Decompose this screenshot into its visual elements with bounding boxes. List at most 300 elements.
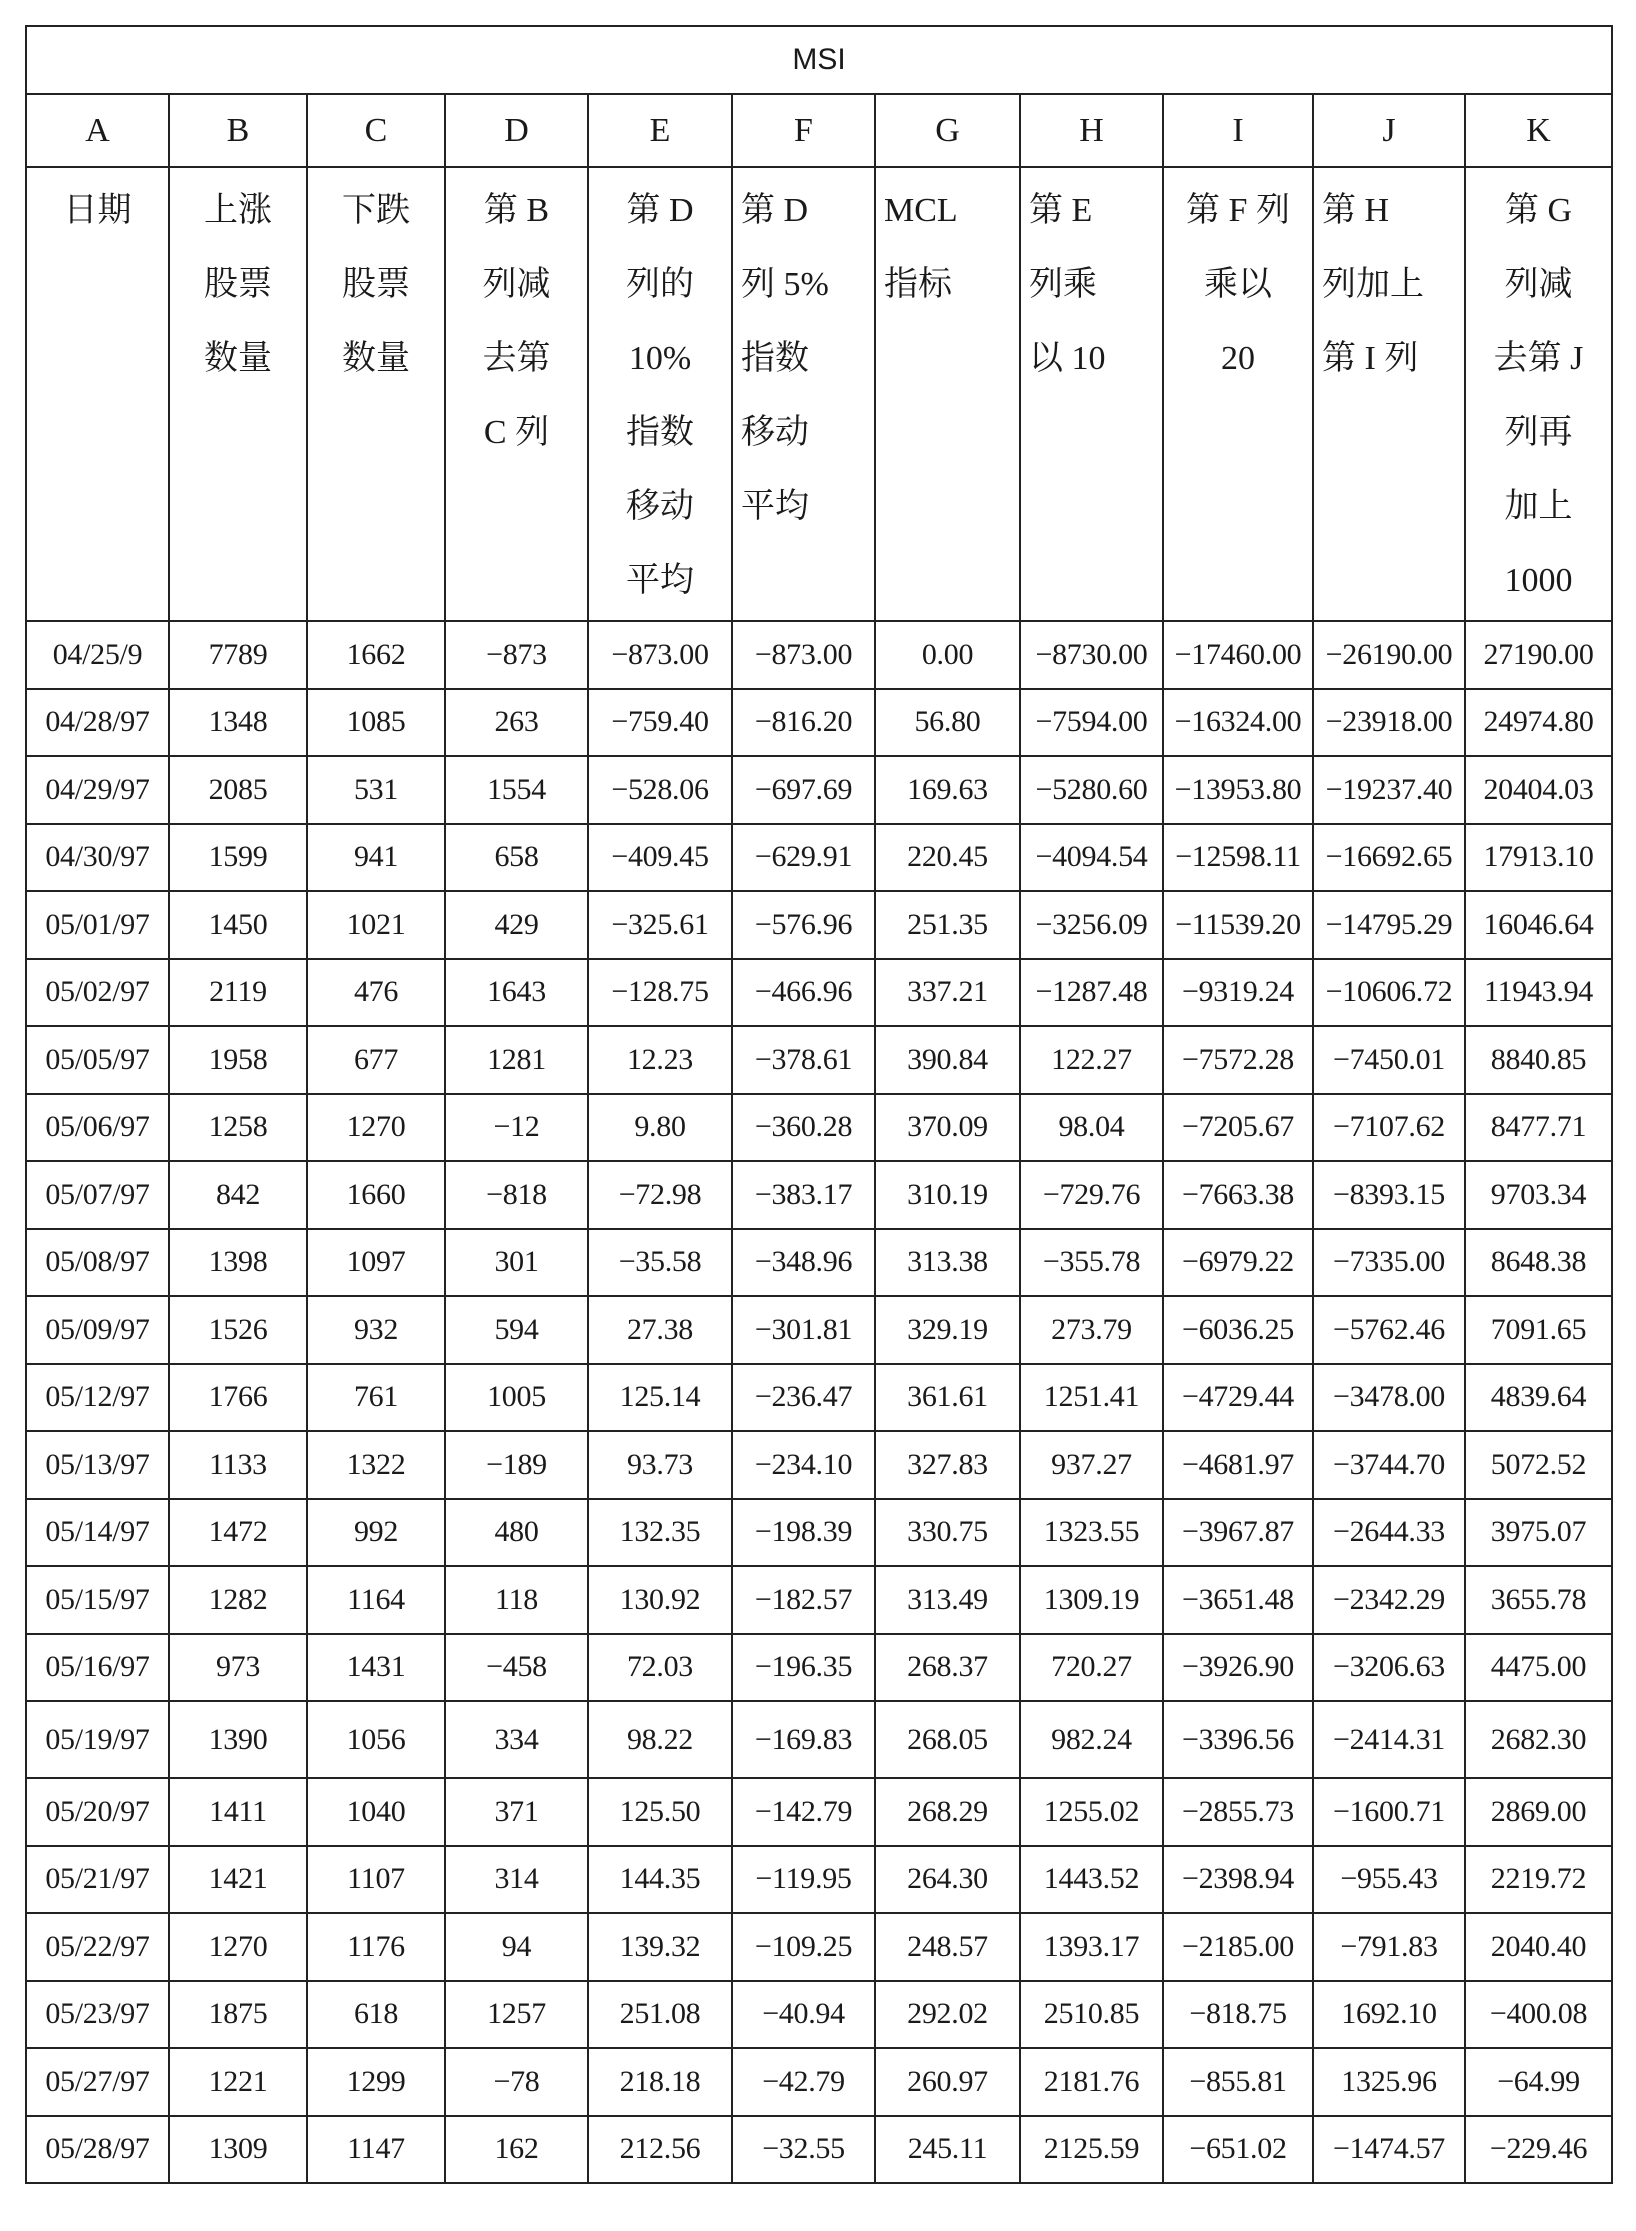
table-cell: 390.84 (875, 1026, 1020, 1094)
table-cell: 429 (445, 891, 588, 959)
table-cell: −189 (445, 1431, 588, 1499)
table-row (26, 1846, 1612, 1914)
table-cell: 2040.40 (1465, 1913, 1612, 1981)
table-cell: 27190.00 (1465, 621, 1612, 689)
table-cell: 1325.96 (1313, 2048, 1465, 2116)
table-cell: 1660 (307, 1161, 445, 1229)
table-cell: 05/08/97 (26, 1229, 169, 1297)
table-row (26, 1913, 1612, 1981)
table-cell: 1258 (169, 1094, 307, 1162)
table-cell: −378.61 (732, 1026, 875, 1094)
table-row (26, 824, 1612, 892)
table-cell: 310.19 (875, 1161, 1020, 1229)
table-cell: −142.79 (732, 1778, 875, 1846)
table-cell: 05/12/97 (26, 1364, 169, 1432)
table-cell: −301.81 (732, 1296, 875, 1364)
table-cell: 05/06/97 (26, 1094, 169, 1162)
table-cell: 761 (307, 1364, 445, 1432)
column-letter-row (26, 94, 1612, 167)
table-cell: 937.27 (1020, 1431, 1163, 1499)
table-cell: 1270 (307, 1094, 445, 1162)
table-cell: 1107 (307, 1846, 445, 1914)
table-cell: 264.30 (875, 1846, 1020, 1914)
table-cell: 2085 (169, 756, 307, 824)
table-cell: 677 (307, 1026, 445, 1094)
table-cell: −3651.48 (1163, 1566, 1313, 1634)
table-row (26, 689, 1612, 757)
table-cell: 720.27 (1020, 1634, 1163, 1702)
table-cell: 5072.52 (1465, 1431, 1612, 1499)
table-cell: 1643 (445, 959, 588, 1027)
table-cell: −528.06 (588, 756, 732, 824)
table-row (26, 1026, 1612, 1094)
table-cell: 2682.30 (1465, 1701, 1612, 1778)
column-letter: I (1163, 94, 1313, 167)
table-cell: −4729.44 (1163, 1364, 1313, 1432)
table-cell: −2855.73 (1163, 1778, 1313, 1846)
table-cell: 268.37 (875, 1634, 1020, 1702)
table-cell: 263 (445, 689, 588, 757)
table-cell: 04/28/97 (26, 689, 169, 757)
table-cell: 72.03 (588, 1634, 732, 1702)
column-description (732, 167, 875, 621)
column-description-text: 第 F 列 乘以 20 (1186, 192, 1290, 377)
table-cell: −1600.71 (1313, 1778, 1465, 1846)
table-cell: −2414.31 (1313, 1701, 1465, 1778)
table-cell: −348.96 (732, 1229, 875, 1297)
table-cell: −3926.90 (1163, 1634, 1313, 1702)
table-cell: 1005 (445, 1364, 588, 1432)
table-cell: −818.75 (1163, 1981, 1313, 2049)
table-cell: 251.35 (875, 891, 1020, 959)
column-letter: K (1465, 94, 1612, 167)
table-cell: 1097 (307, 1229, 445, 1297)
table-cell: −10606.72 (1313, 959, 1465, 1027)
table-row (26, 756, 1612, 824)
table-cell: −8730.00 (1020, 621, 1163, 689)
column-description-text: 第 H 列加上 第 I 列 (1322, 192, 1424, 377)
table-cell: 658 (445, 824, 588, 892)
column-letter: C (307, 94, 445, 167)
table-cell: −128.75 (588, 959, 732, 1027)
column-description (588, 167, 732, 621)
table-cell: 1255.02 (1020, 1778, 1163, 1846)
table-cell: 98.22 (588, 1701, 732, 1778)
table-cell: −2185.00 (1163, 1913, 1313, 1981)
table-cell: 1309.19 (1020, 1566, 1163, 1634)
table-cell: 1176 (307, 1913, 445, 1981)
column-letter: A (26, 94, 169, 167)
table-cell: −64.99 (1465, 2048, 1612, 2116)
table-cell: −5280.60 (1020, 756, 1163, 824)
table-cell: −1287.48 (1020, 959, 1163, 1027)
table-row (26, 1499, 1612, 1567)
table-row (26, 1431, 1612, 1499)
table-cell: 1282 (169, 1566, 307, 1634)
table-cell: 122.27 (1020, 1026, 1163, 1094)
table-cell: −3396.56 (1163, 1701, 1313, 1778)
table-cell: −182.57 (732, 1566, 875, 1634)
table-cell: −855.81 (1163, 2048, 1313, 2116)
table-cell: 301 (445, 1229, 588, 1297)
table-cell: −4681.97 (1163, 1431, 1313, 1499)
table-cell: 05/07/97 (26, 1161, 169, 1229)
table-cell: −35.58 (588, 1229, 732, 1297)
table-row (26, 2116, 1612, 2184)
table-cell: 04/25/9 (26, 621, 169, 689)
table-cell: 1270 (169, 1913, 307, 1981)
table-cell: 05/16/97 (26, 1634, 169, 1702)
table-cell: 1472 (169, 1499, 307, 1567)
table-cell: 313.49 (875, 1566, 1020, 1634)
column-letter: G (875, 94, 1020, 167)
table-cell: 162 (445, 2116, 588, 2184)
table-cell: 371 (445, 1778, 588, 1846)
column-description (1313, 167, 1465, 621)
table-cell: 125.14 (588, 1364, 732, 1432)
table-cell: −198.39 (732, 1499, 875, 1567)
column-description-text: 第 D 列的 10% 指数 移动 平均 (626, 192, 694, 599)
table-cell: 1257 (445, 1981, 588, 2049)
table-row (26, 1981, 1612, 2049)
table-cell: 05/01/97 (26, 891, 169, 959)
table-cell: 1526 (169, 1296, 307, 1364)
table-cell: 1348 (169, 689, 307, 757)
column-letter: D (445, 94, 588, 167)
table-cell: −325.61 (588, 891, 732, 959)
table-cell: −355.78 (1020, 1229, 1163, 1297)
table-cell: 1164 (307, 1566, 445, 1634)
table-cell: 1398 (169, 1229, 307, 1297)
table-cell: 1958 (169, 1026, 307, 1094)
table-cell: 1147 (307, 2116, 445, 2184)
table-title: MSI (26, 26, 1612, 94)
table-cell: 476 (307, 959, 445, 1027)
table-cell: 1662 (307, 621, 445, 689)
table-cell: 1040 (307, 1778, 445, 1846)
table-cell: 05/02/97 (26, 959, 169, 1027)
table-cell: −196.35 (732, 1634, 875, 1702)
table-row (26, 1161, 1612, 1229)
table-cell: −651.02 (1163, 2116, 1313, 2184)
table-cell: −7572.28 (1163, 1026, 1313, 1094)
table-row (26, 959, 1612, 1027)
table-cell: 531 (307, 756, 445, 824)
table-cell: −229.46 (1465, 2116, 1612, 2184)
table-cell: 329.19 (875, 1296, 1020, 1364)
table-cell: 245.11 (875, 2116, 1020, 2184)
table-cell: 05/20/97 (26, 1778, 169, 1846)
table-cell: −360.28 (732, 1094, 875, 1162)
table-cell: 8840.85 (1465, 1026, 1612, 1094)
table-row (26, 1701, 1612, 1778)
table-row (26, 1229, 1612, 1297)
table-cell: 98.04 (1020, 1094, 1163, 1162)
table-cell: 1450 (169, 891, 307, 959)
table-cell: 842 (169, 1161, 307, 1229)
table-cell: −5762.46 (1313, 1296, 1465, 1364)
table-cell: −873 (445, 621, 588, 689)
table-cell: 932 (307, 1296, 445, 1364)
table-cell: 11943.94 (1465, 959, 1612, 1027)
table-row (26, 1566, 1612, 1634)
table-cell: 8648.38 (1465, 1229, 1612, 1297)
table-cell: 1431 (307, 1634, 445, 1702)
table-row (26, 1094, 1612, 1162)
table-cell: 1221 (169, 2048, 307, 2116)
table-cell: 1323.55 (1020, 1499, 1163, 1567)
table-cell: −12 (445, 1094, 588, 1162)
table-cell: −23918.00 (1313, 689, 1465, 757)
table-cell: −16324.00 (1163, 689, 1313, 757)
table-cell: 05/23/97 (26, 1981, 169, 2049)
table-row (26, 2048, 1612, 2116)
table-cell: 05/09/97 (26, 1296, 169, 1364)
column-description-row (26, 167, 1612, 621)
table-cell: 05/27/97 (26, 2048, 169, 2116)
table-cell: −409.45 (588, 824, 732, 892)
column-description (1465, 167, 1612, 621)
table-cell: 251.08 (588, 1981, 732, 2049)
table-cell: 1766 (169, 1364, 307, 1432)
table-cell: −72.98 (588, 1161, 732, 1229)
table-cell: 05/15/97 (26, 1566, 169, 1634)
table-cell: −729.76 (1020, 1161, 1163, 1229)
column-letter: F (732, 94, 875, 167)
table-cell: 327.83 (875, 1431, 1020, 1499)
table-cell: 4475.00 (1465, 1634, 1612, 1702)
table-cell: 139.32 (588, 1913, 732, 1981)
table-cell: −3744.70 (1313, 1431, 1465, 1499)
table-body (26, 621, 1612, 2183)
table-cell: 268.29 (875, 1778, 1020, 1846)
table-cell: 05/14/97 (26, 1499, 169, 1567)
table-cell: 9.80 (588, 1094, 732, 1162)
table-row (26, 891, 1612, 959)
table-cell: −13953.80 (1163, 756, 1313, 824)
table-cell: 05/13/97 (26, 1431, 169, 1499)
table-cell: −759.40 (588, 689, 732, 757)
table-cell: −26190.00 (1313, 621, 1465, 689)
table-cell: −1474.57 (1313, 2116, 1465, 2184)
table-cell: 2125.59 (1020, 2116, 1163, 2184)
table-cell: 169.63 (875, 756, 1020, 824)
table-cell: 220.45 (875, 824, 1020, 892)
table-cell: 27.38 (588, 1296, 732, 1364)
table-cell: −816.20 (732, 689, 875, 757)
table-cell: 1875 (169, 1981, 307, 2049)
table-cell: 334 (445, 1701, 588, 1778)
table-cell: −458 (445, 1634, 588, 1702)
table-cell: 218.18 (588, 2048, 732, 2116)
column-description-text: 下跌 股票 数量 (342, 192, 410, 377)
table-cell: 56.80 (875, 689, 1020, 757)
table-cell: 2119 (169, 959, 307, 1027)
table-cell: −3967.87 (1163, 1499, 1313, 1567)
table-cell: −7205.67 (1163, 1094, 1313, 1162)
table-cell: 16046.64 (1465, 891, 1612, 959)
table-cell: 04/30/97 (26, 824, 169, 892)
table-cell: 20404.03 (1465, 756, 1612, 824)
table-row (26, 1296, 1612, 1364)
table-cell: 992 (307, 1499, 445, 1567)
table-cell: 05/19/97 (26, 1701, 169, 1778)
column-letter: B (169, 94, 307, 167)
table-cell: 618 (307, 1981, 445, 2049)
table-cell: 7789 (169, 621, 307, 689)
table-cell: −697.69 (732, 756, 875, 824)
column-description (26, 167, 169, 621)
table-cell: −7335.00 (1313, 1229, 1465, 1297)
table-cell: 144.35 (588, 1846, 732, 1914)
column-letter: E (588, 94, 732, 167)
table-cell: 93.73 (588, 1431, 732, 1499)
table-cell: 125.50 (588, 1778, 732, 1846)
column-description-text: 第 E 列乘 以 10 (1029, 192, 1106, 377)
table-cell: 361.61 (875, 1364, 1020, 1432)
table-cell: −14795.29 (1313, 891, 1465, 959)
table-cell: 1309 (169, 2116, 307, 2184)
table-cell: −383.17 (732, 1161, 875, 1229)
table-cell: 04/29/97 (26, 756, 169, 824)
table-cell: 132.35 (588, 1499, 732, 1567)
table-row (26, 1634, 1612, 1702)
table-cell: −40.94 (732, 1981, 875, 2049)
table-cell: −169.83 (732, 1701, 875, 1778)
table-cell: −236.47 (732, 1364, 875, 1432)
table-cell: 2181.76 (1020, 2048, 1163, 2116)
table-cell: −3206.63 (1313, 1634, 1465, 1702)
column-description-text: 上涨 股票 数量 (204, 192, 272, 377)
table-cell: −234.10 (732, 1431, 875, 1499)
table-cell: 1554 (445, 756, 588, 824)
table-cell: −2644.33 (1313, 1499, 1465, 1567)
table-cell: 9703.34 (1465, 1161, 1612, 1229)
table-cell: −7594.00 (1020, 689, 1163, 757)
table-cell: 94 (445, 1913, 588, 1981)
msi-table (25, 25, 1613, 2184)
table-cell: −818 (445, 1161, 588, 1229)
table-cell: −873.00 (732, 621, 875, 689)
table-cell: −32.55 (732, 2116, 875, 2184)
table-cell: 982.24 (1020, 1701, 1163, 1778)
table-cell: 3655.78 (1465, 1566, 1612, 1634)
column-description (1163, 167, 1313, 621)
table-cell: 118 (445, 1566, 588, 1634)
table-cell: 1322 (307, 1431, 445, 1499)
table-cell: −119.95 (732, 1846, 875, 1914)
table-cell: −4094.54 (1020, 824, 1163, 892)
table-cell: 941 (307, 824, 445, 892)
column-description (1020, 167, 1163, 621)
table-cell: 8477.71 (1465, 1094, 1612, 1162)
table-row (26, 1778, 1612, 1846)
table-cell: 1443.52 (1020, 1846, 1163, 1914)
table-cell: 1021 (307, 891, 445, 959)
table-cell: 2869.00 (1465, 1778, 1612, 1846)
table-cell: −2398.94 (1163, 1846, 1313, 1914)
table-cell: −3256.09 (1020, 891, 1163, 959)
table-cell: −873.00 (588, 621, 732, 689)
table-cell: 3975.07 (1465, 1499, 1612, 1567)
table-cell: 1133 (169, 1431, 307, 1499)
table-cell: −12598.11 (1163, 824, 1313, 892)
column-description-text: MCL 指标 (884, 192, 958, 303)
table-cell: 260.97 (875, 2048, 1020, 2116)
table-cell: −9319.24 (1163, 959, 1313, 1027)
table-cell: −42.79 (732, 2048, 875, 2116)
table-cell: −466.96 (732, 959, 875, 1027)
table-cell: 212.56 (588, 2116, 732, 2184)
table-cell: 480 (445, 1499, 588, 1567)
table-cell: 2510.85 (1020, 1981, 1163, 2049)
table-cell: 1056 (307, 1701, 445, 1778)
table-cell: 314 (445, 1846, 588, 1914)
table-cell: 1393.17 (1020, 1913, 1163, 1981)
column-letter: H (1020, 94, 1163, 167)
table-cell: 337.21 (875, 959, 1020, 1027)
table-cell: −576.96 (732, 891, 875, 959)
table-cell: −78 (445, 2048, 588, 2116)
column-description (169, 167, 307, 621)
table-cell: 05/21/97 (26, 1846, 169, 1914)
table-cell: −955.43 (1313, 1846, 1465, 1914)
column-description (875, 167, 1020, 621)
table-cell: 370.09 (875, 1094, 1020, 1162)
column-description-text: 日期 (63, 192, 132, 229)
table-cell: 7091.65 (1465, 1296, 1612, 1364)
column-description (445, 167, 588, 621)
table-cell: −109.25 (732, 1913, 875, 1981)
column-description (307, 167, 445, 621)
table-cell: 1599 (169, 824, 307, 892)
table-cell: 1299 (307, 2048, 445, 2116)
table-cell: 273.79 (1020, 1296, 1163, 1364)
table-cell: −400.08 (1465, 1981, 1612, 2049)
table-cell: 1251.41 (1020, 1364, 1163, 1432)
table-cell: 1281 (445, 1026, 588, 1094)
table-cell: 1692.10 (1313, 1981, 1465, 2049)
table-cell: 1390 (169, 1701, 307, 1778)
table-cell: 248.57 (875, 1913, 1020, 1981)
table-row (26, 1364, 1612, 1432)
table-cell: 1421 (169, 1846, 307, 1914)
column-description-text: 第 G 列减 去第 J 列再 加上 1000 (1493, 192, 1584, 599)
table-cell: 0.00 (875, 621, 1020, 689)
table-cell: 05/22/97 (26, 1913, 169, 1981)
table-cell: 973 (169, 1634, 307, 1702)
table-cell: −6979.22 (1163, 1229, 1313, 1297)
table-cell: 268.05 (875, 1701, 1020, 1778)
table-cell: 05/05/97 (26, 1026, 169, 1094)
table-cell: −629.91 (732, 824, 875, 892)
table-cell: 1085 (307, 689, 445, 757)
table-cell: 17913.10 (1465, 824, 1612, 892)
table-cell: −16692.65 (1313, 824, 1465, 892)
table-cell: −19237.40 (1313, 756, 1465, 824)
table-cell: −3478.00 (1313, 1364, 1465, 1432)
table-cell: 12.23 (588, 1026, 732, 1094)
table-cell: 2219.72 (1465, 1846, 1612, 1914)
table-cell: 4839.64 (1465, 1364, 1612, 1432)
table-cell: 24974.80 (1465, 689, 1612, 757)
table-cell: 330.75 (875, 1499, 1020, 1567)
table-cell: −11539.20 (1163, 891, 1313, 959)
table-cell: −791.83 (1313, 1913, 1465, 1981)
table-cell: −7663.38 (1163, 1161, 1313, 1229)
table-cell: −8393.15 (1313, 1161, 1465, 1229)
table-cell: −17460.00 (1163, 621, 1313, 689)
